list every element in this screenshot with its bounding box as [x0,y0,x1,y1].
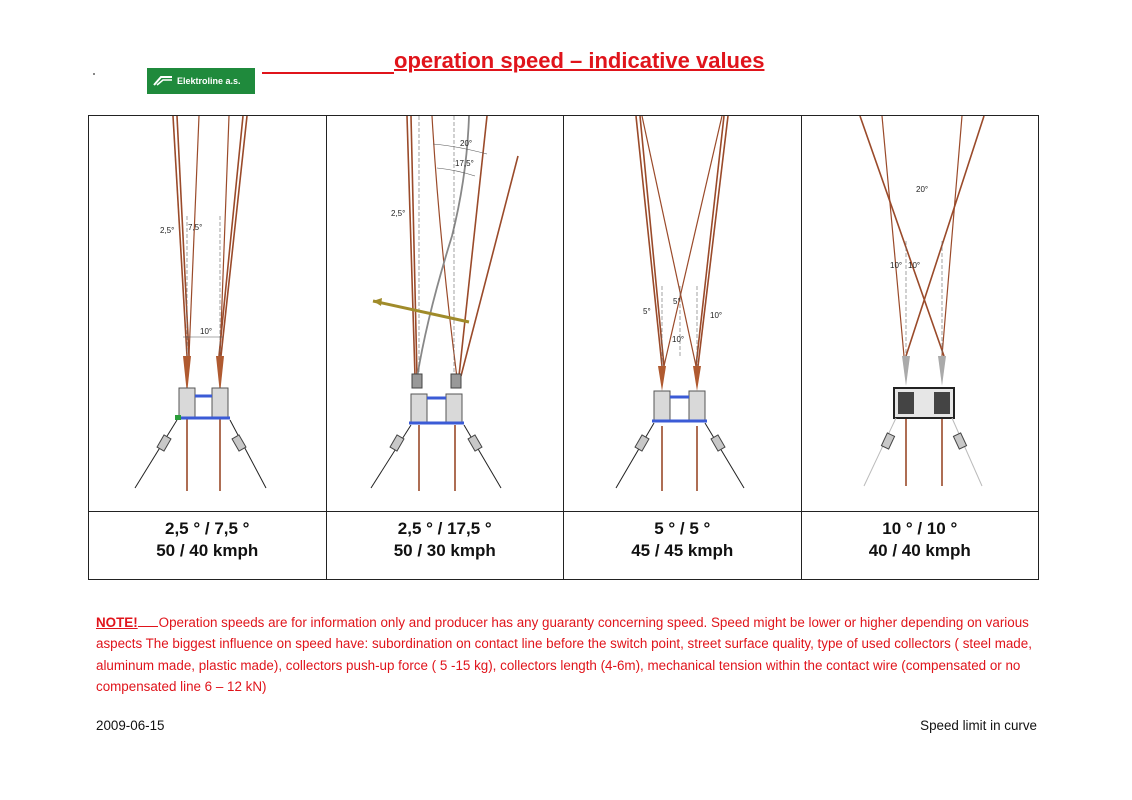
speed-value: 50 / 30 kmph [393,541,496,560]
speed-value: 50 / 40 kmph [156,541,259,560]
angle-label: 10° [710,311,723,320]
switch-diagram-1 [89,116,326,511]
angle-label: 10° [672,335,685,344]
angle-label: 10° [889,261,902,270]
caption-cell-3 [564,512,802,580]
diagram-cell-3 [564,116,802,512]
angle-label: 10° [907,261,920,270]
logo-text: Elektroline a.s. [177,76,241,86]
angle-value: 10 ° / 10 ° [882,519,958,538]
angle-label: 10° [200,327,213,336]
angle-label: 17,5° [454,159,474,168]
diagram-row [89,116,1039,512]
disclaimer-note [96,612,1046,698]
title-underline-lead [262,48,394,74]
angle-label: 20° [459,139,472,148]
diagram-cell-4 [801,116,1039,512]
footer-doc-title: Speed limit in curve [920,718,1037,733]
speed-value: 45 / 45 kmph [631,541,734,560]
note-text: Operation speeds are for information only and producer has any guaranty concerning speed. Speed might be lower or higher depending on various aspects The biggest influence on speed have: subordination on contact line before the switch point, street surface quality, type of used collectors ( steel made, aluminum made, plastic made), collectors push-up force ( 5 -15 kg), collectors length (4-6m), mechanical tension within the contact wire (compensated or no compensated line 6 – 12 kN) [96,615,1032,695]
stray-dot [93,73,95,75]
note-underline-gap [138,613,158,627]
caption-cell-1 [89,512,327,580]
diagram-cell-2 [326,116,564,512]
switch-diagram-2 [327,116,565,511]
diagram-cell-1 [89,116,327,512]
logo-swoosh-icon [153,75,173,87]
angle-label: 5° [643,307,651,316]
speed-table [88,115,1039,580]
switch-diagram-4 [802,116,1040,511]
caption-cell-2 [326,512,564,580]
angle-label: 5° [673,297,681,306]
page-title [262,48,764,74]
footer-date: 2009-06-15 [96,718,165,733]
switch-diagram-3 [564,116,801,511]
speed-value: 40 / 40 kmph [868,541,971,560]
caption-row [89,512,1039,580]
title-text: operation speed – indicative values [394,48,765,73]
angle-label: 2,5° [390,209,405,218]
angle-value: 5 ° / 5 ° [654,519,711,538]
angle-value: 2,5 ° / 7,5 ° [165,519,250,538]
caption-cell-4 [801,512,1039,580]
angle-value: 2,5 ° / 17,5 ° [397,519,492,538]
angle-label: 20° [915,185,928,194]
angle-label: 7,5° [188,223,203,232]
note-label: NOTE! [96,615,138,630]
company-logo [147,68,255,94]
angle-label: 2,5° [160,226,175,235]
